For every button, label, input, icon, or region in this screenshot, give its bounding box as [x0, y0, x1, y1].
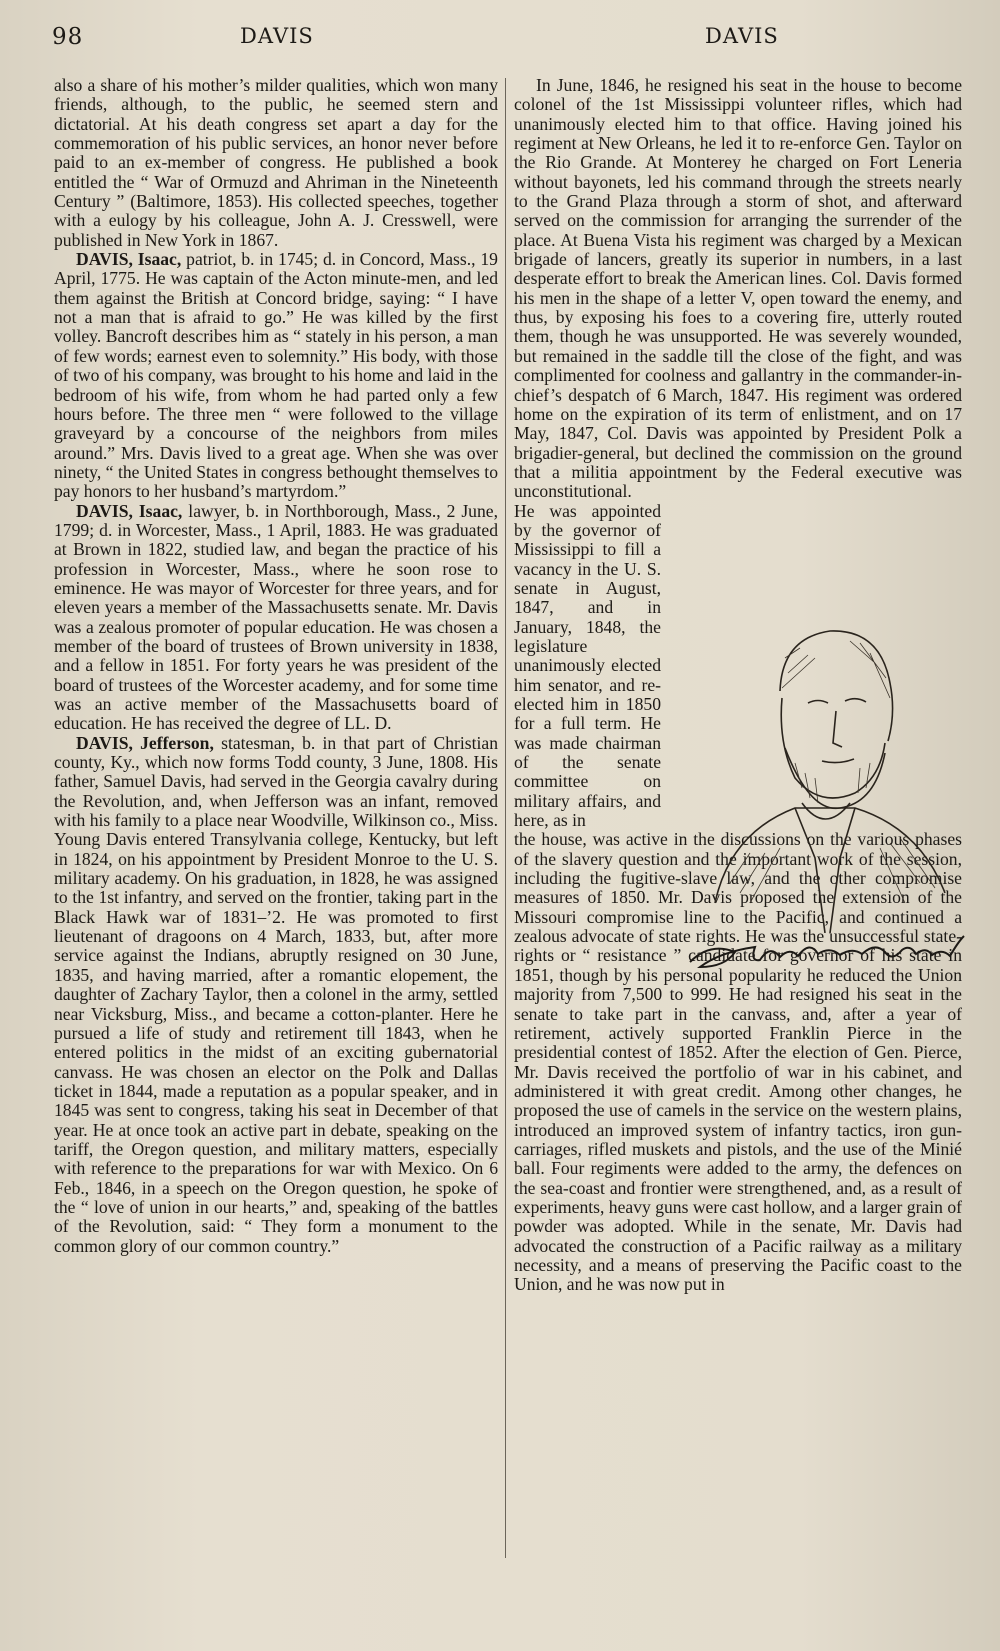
paragraph-beside-portrait: He was appointed by the governor of Mississippi to fill a vacancy in the U. S. senate in August, 1847, and in January, 1848, the legislature unanimously elected him senator, and re-elected him in 1850 for a full term. He was made chairman of the senate committee on military affairs, and here, as in [514, 500, 661, 831]
entry-body: statesman, b. in that part of Christian county, Ky., which now forms Todd county, 3 June, 1808. His father, Samuel Davis, had served in the Georgia cavalry during the Revolution, and, when Jefferson was an infant, removed with his family to a place near Woodville, Wilkinson co., Miss. Young Davis entered Transylvania college, Kentucky, but left in 1824, on his appointment by President Monroe to the U. S. military academy. On his graduation, in 1828, he was assigned to the 1st infantry, and served on the frontier, taking part in the Black Hawk war of 1831–’2. He was promoted to first lieutenant of dragoons on 4 March, 1833, but, after more service against the Indians, abruptly resigned on 30 June, 1835, and having married, after a romantic elopement, the daughter of Zachary Taylor, then a colonel in the army, settled near Vicksburg, Miss., and became a cotton-planter. Here he pursued a life of study and retirement till 1843, when he entered politics in the midst of an exciting gubernatorial canvass. He was chosen an elector on the Polk and Dallas ticket in 1844, made a reputation as a popular speaker, and in 1845 was sent to congress, taking his seat in December of that year. He at once took an active part in debate, speaking on the tariff, the Oregon question, and military matters, especially with reference to the preparations for war with Mexico. On 6 Feb., 1846, in a speech on the Oregon question, he spoke of the “ love of union in our hearts,” and, speaking of the battles of the Revolution, said: “ They form a monument to the common glory of our common country.” [54, 732, 498, 1256]
running-head-right: DAVIS [705, 24, 779, 48]
entry-body: lawyer, b. in Northborough, Mass., 2 June, 1799; d. in Worcester, Mass., 1 April, 1883. He was graduated at Brown in 1822, studied law, and began the practice of his profession in Worcester, Mass., where he soon rose to eminence. He was mayor of Worcester for three years, and for eleven years a member of the Massachusetts senate. Mr. Davis was a zealous promoter of popular education. He was chosen a member of the board of trustees of Brown university in 1838, and a fellow in 1851. For forty years he was president of the board of trustees of the Worcester academy, and for some time was an active member of the Massachusetts board of education. He has received the degree of LL. D. [54, 500, 498, 734]
running-header [0, 24, 1000, 64]
page-number: 98 [52, 24, 84, 50]
paragraph-mexican-war: In June, 1846, he resigned his seat in the house to become colonel of the 1st Mississippi volunteer rifles, which had unanimously elected him to that office. Having joined his regiment at New Orleans, he led it to re-enforce Gen. Taylor on the Rio Grande. At Monterey he charged on Fort Leneria without bayonets, led his command through the streets nearly to the Grand Plaza through a storm of shot, and afterward served on the commission for arranging the surrender of the place. At Buena Vista his regiment was charged by a Mexican brigade of lancers, greatly its superior in numbers, in a last desperate effort to break the American lines. Col. Davis formed his men in the shape of a letter V, open toward the enemy, and thus, by exposing his foes to a covering fire, utterly routed them, though he was unsupported. He was severely wounded, but remained in the saddle till the close of the fight, and was complimented for coolness and gallantry in the commander-in-chief’s despatch of 6 March, 1847. His regiment was ordered home on the expiration of its term of enlistment, and on 17 May, 1847, Col. Davis was appointed by President Polk a brigadier-general, but declined the commission on the ground that a militia appointment by the Federal executive was unconstitutional. [514, 75, 962, 502]
column-rule [505, 78, 506, 1558]
left-column [54, 76, 498, 1256]
signature-image [680, 922, 970, 982]
entry-body: patriot, b. in 1745; d. in Concord, Mass., 19 April, 1775. He was captain of the Acton minute-men, and led them against the British at Concord bridge, saying: “ I have not a man that is afraid to go.” He was killed by the first volley. Bancroft describes him as “ stately in his person, a man of few words; earnest even to solemnity.” His body, with those of two of his company, was brought to his home and laid in the bedroom of his wife, from whom he had parted only a few hours before. The three men “ were followed to the village graveyard by a concourse of the neighbors from miles around.” Mrs. Davis lived to a great age. When she was over ninety, “ the United States in congress bethought themselves to pay honors to her husband’s martyrdom.” [54, 249, 498, 502]
entry-isaac-davis-patriot [54, 250, 498, 501]
entry-jefferson-davis [54, 734, 498, 1256]
headword: DAVIS, Jefferson, [76, 732, 214, 753]
portrait-engraving [690, 603, 958, 933]
running-head-left: DAVIS [240, 24, 314, 48]
headword: DAVIS, Isaac, [76, 500, 183, 521]
continued-paragraph: also a share of his mother’s milder qualities, which won many friends, although, to the public, he seemed stern and dictatorial. At his death congress set apart a day for the commemoration of his public services, an honor never before paid to an ex-member of congress. He published a book entitled the “ War of Ormuzd and Ahriman in the Nineteenth Century ” (Baltimore, 1853). His collected speeches, together with a eulogy by his colleague, John A. J. Cresswell, were published in New York in 1867. [54, 75, 498, 250]
headword: DAVIS, Isaac, [76, 249, 182, 270]
paragraph-senate-career: the house, was active in the discussions on the various phases of the slavery question and the important work of the session, including the fugitive-slave law, and the other compromise measures of 1850. Mr. Davis proposed the extension of the Missouri compromise line to the Pacific, and continued a zealous advocate of state rights. He was the unsuccessful state-rights or “ resistance ” candidate for governor of his state in 1851, though by his personal popularity he reduced the Union majority from 7,500 to 999. He had resigned his seat in the senate to take part in the canvass, and, after a year of retirement, actively supported Franklin Pierce in the presidential contest of 1852. After the election of Gen. Pierce, Mr. Davis received the portfolio of war in his cabinet, and administered it with great credit. Among other changes, he proposed the use of camels in the service on the western plains, introduced an improved system of infantry tactics, iron gun-carriages, rifled muskets and pistols, and the use of the Minié ball. Four regiments were added to the army, the defences on the sea-coast and frontier were strengthened, and, as a result of experiments, heavy guns were cast hollow, and a larger grain of powder was adopted. While in the senate, Mr. Davis had advocated the construction of a Pacific railway as a military necessity, and a means of preserving the Pacific coast to the Union, and he was now put in [514, 829, 962, 1295]
entry-isaac-davis-lawyer [54, 502, 498, 734]
